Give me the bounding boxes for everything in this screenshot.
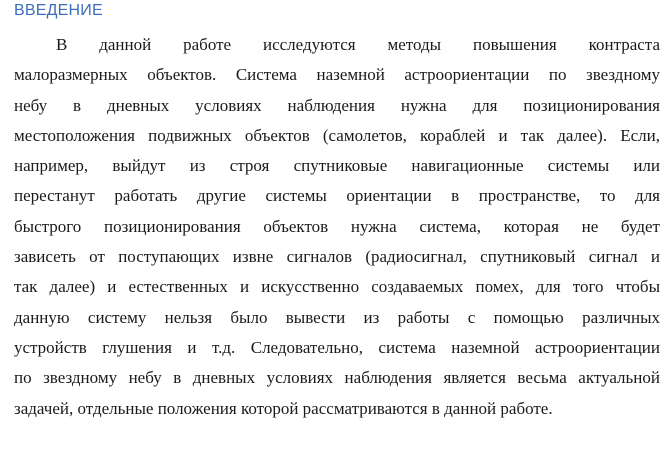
paragraph-line: местоположения подвижных объектов (самолетов, кораблей и так далее). Если, xyxy=(14,125,660,145)
paragraph-line: устройств глушения и т.д. Следовательно, система наземной астроориентации xyxy=(14,337,660,357)
paragraph-line: быстрого позиционирования объектов нужна система, которая не будет xyxy=(14,216,660,236)
paragraph-line: В данной работе исследуются методы повышения контраста xyxy=(56,35,660,54)
section-heading: ВВЕДЕНИЕ xyxy=(14,2,103,19)
paragraph-line: так далее) и естественных и искусственно создаваемых помех, для того чтобы xyxy=(14,277,660,297)
paragraph-line: задачей, отдельные положения которой рассматриваются в данной работе. xyxy=(14,398,553,418)
paragraph-line: данную систему нельзя было вывести из работы с помощью различных xyxy=(14,307,660,327)
paragraph-line: перестанут работать другие системы ориентации в пространстве, то для xyxy=(14,186,660,206)
introduction-paragraph xyxy=(14,30,660,424)
paragraph-line: например, выйдут из строя спутниковые навигационные системы или xyxy=(14,156,660,176)
paragraph-line: малоразмерных объектов. Система наземной астроориентации по звездному xyxy=(14,65,660,85)
paragraph-line: зависеть от поступающих извне сигналов (радиосигнал, спутниковый сигнал и xyxy=(14,247,660,267)
paragraph-line: небу в дневных условиях наблюдения нужна для позиционирования xyxy=(14,95,660,115)
paragraph-line: по звездному небу в дневных условиях наблюдения является весьма актуальной xyxy=(14,368,660,388)
